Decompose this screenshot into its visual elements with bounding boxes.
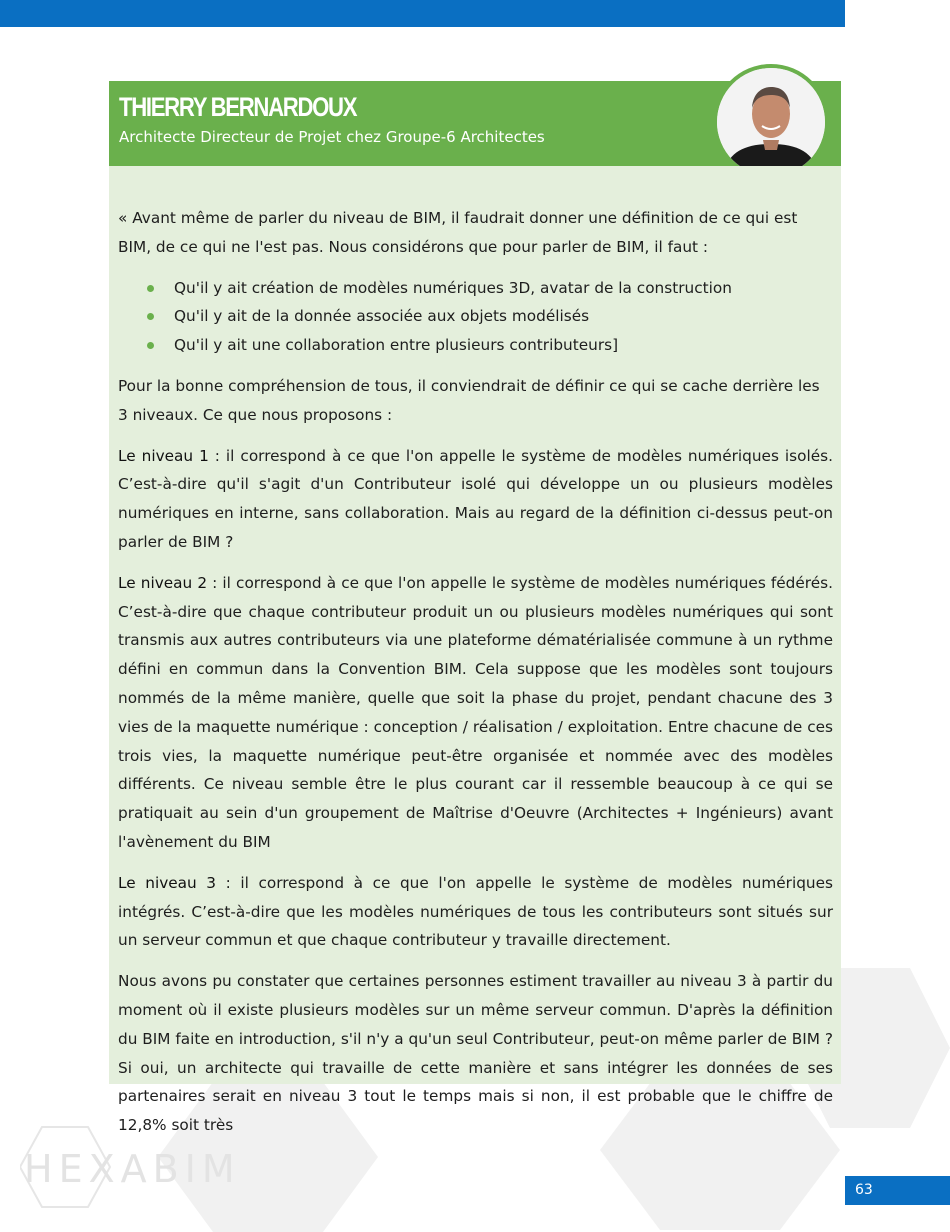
author-role: Architecte Directeur de Projet chez Groupe-6 Architectes [119,128,545,146]
level3-label: Le niveau 3 [118,873,217,892]
level1-paragraph [118,442,833,557]
understanding-paragraph: Pour la bonne compréhension de tous, il conviendrait de définir ce qui se cache derrière les 3 niveaux. Ce que nous proposons : [118,376,820,424]
level2-text: : il correspond à ce que l'on appelle le système de modèles numériques fédérés. C’est-à-dire que chaque contributeur produit un ou plusieurs modèles numériques qui sont transmis aux autres contributeurs via une plateforme dématérialisée commune à un rythme défini en commun dans la Convention BIM. Cela suppose que les modèles sont toujours nommés de la même manière, quelle que soit la phase du projet, pendant chacune des 3 vies de la maquette numérique : conception / réalisation / exploitation. Entre chacune de ces trois vies, la maquette numérique peut-être organisée et nommée avec des modèles différents. Ce niveau semble être le plus courant car il ressemble beaucoup à ce qui se pratiquait au sein d'un groupement de Maîtrise d'Oeuvre (Architectes + Ingénieurs) avant l'avènement du BIM [118,573,833,851]
level3-paragraph [118,869,833,955]
list-item: Qu'il y ait création de modèles numériques 3D, avatar de la construction [174,274,833,303]
top-blue-bar [0,0,845,27]
intro-paragraph: « Avant même de parler du niveau de BIM, il faudrait donner une définition de ce qui est BIM, de ce qui ne l'est pas. Nous considérons que pour parler de BIM, il faut : [118,209,798,256]
author-name: THIERRY BERNARDOUX [119,92,357,122]
testimonial-text [118,204,833,1152]
author-photo [717,68,825,176]
level3-text: : il correspond à ce que l'on appelle le système de modèles numériques intégrés. C’est-à-dire que les modèles numériques de tous les contributeurs sont situés sur un serveur commun et que chaque contributeur y travaille directement. [118,873,833,950]
person-portrait-icon [717,68,825,176]
level1-text: : il correspond à ce que l'on appelle le système de modèles numériques isolés. C’est-à-dire qu'il s'agit d'un Contributeur isolé qui développe un ou plusieurs modèles numériques en interne, sans collaboration. Mais au regard de la définition ci-dessus peut-on parler de BIM ? [118,446,833,551]
final-paragraph: Nous avons pu constater que certaines personnes estiment travailler au niveau 3 à partir du moment où il existe plusieurs modèles sur un même serveur commun. D'après la définition du BIM faite en introduction, s'il n'y a qu'un seul Contributeur, peut-on même parler de BIM ? Si oui, un architecte qui travaille de cette manière et sans intégrer les données de ses partenaires serait en niveau 3 tout le temps mais si non, il est probable que le chiffre de 12,8% soit très [118,972,833,1135]
level2-label: Le niveau 2 [118,573,208,592]
list-item: Qu'il y ait une collaboration entre plusieurs contributeurs] [174,331,833,360]
bim-criteria-list [118,274,833,360]
page-number: 63 [845,1176,950,1205]
list-item: Qu'il y ait de la donnée associée aux objets modélisés [174,302,833,331]
level1-label: Le niveau 1 [118,446,209,465]
watermark-text: HEXABIM [24,1147,241,1191]
level2-paragraph [118,569,833,857]
